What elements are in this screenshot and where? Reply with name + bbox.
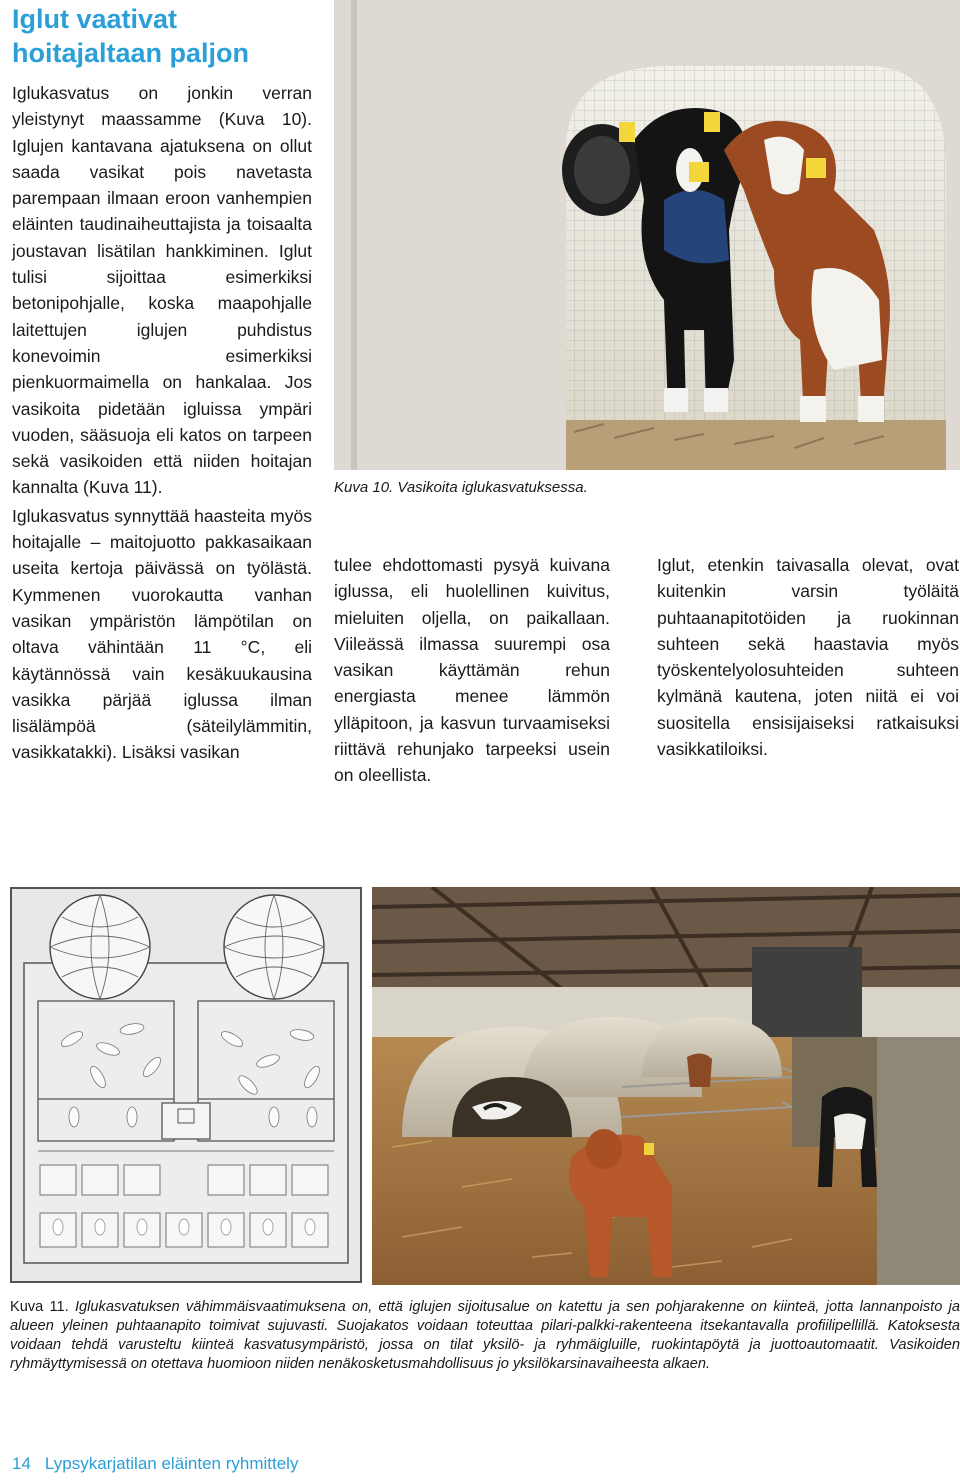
figure-10-photo	[334, 0, 960, 470]
floor-plan-drawing	[12, 889, 360, 1281]
text-column-2	[334, 552, 610, 789]
heading-line-1: Iglut vaativat	[12, 4, 178, 34]
igloo-floor-plan-diagram	[10, 887, 362, 1283]
text-column-1	[12, 80, 312, 766]
heading-line-2: hoitajaltaan paljon	[12, 38, 250, 68]
calves-in-igloo-illustration	[334, 0, 960, 470]
shelter-with-igloos-illustration	[372, 887, 960, 1285]
figure-11-caption-lead: Kuva 11.	[10, 1299, 69, 1315]
column-2-paragraph-1: tulee ehdottomasti pysyä kuivana iglussa, eli huolellinen kuivitus, mieluiten oljella, on paikallaan. Viileässä ilmassa suurempi osa vasikan käyttämän rehun energiasta menee lämmön ylläpitoon, ja kasvun turvaamiseksi riittävä rehunjako tarpeeksi usein on oleellista.	[334, 555, 610, 786]
page-footer	[12, 1454, 298, 1474]
column-1-paragraph-2: Iglukasvatus synnyttää haasteita myös hoitajalle – maitojuotto pakkasaikaan useita kertoja päivässä on työlästä. Kymmenen vuorokautta vanhan vasikan ympäristön lämpötilan on oltava vähintään 11 °C, eli käytännössä vain kesäkuukausina vasikka pärjää iglussa ilman lisälämpöä (säteilylämmitin, vasikkatakki). Lisäksi vasikan	[12, 505, 312, 763]
page-number: 14	[12, 1454, 31, 1473]
figure-11-caption	[10, 1298, 960, 1374]
column-3-paragraph-1: Iglut, etenkin taivasalla olevat, ovat kuitenkin varsin työläitä puhtaanapitotöiden ja ruokinnan suhteen sekä haastavia myös työskentelyolosuhteiden suhteen kylmänä kautena, joten niitä ei voi suositella ensisijaiseksi ratkaisuksi vasikkatiloiksi.	[657, 555, 959, 760]
figure-11-photo	[372, 887, 960, 1285]
page-heading	[12, 2, 332, 70]
column-1-paragraph-1: Iglukasvatus on jonkin verran yleistynyt maassamme (Kuva 10). Iglujen kantavana ajatuksena on ollut saada vasikat pois navetasta parempaan ilmaan eroon vanhempien eläinten taudinaiheuttajista ja toisaalta joustavan lisätilan hankkiminen. Iglut tulisi sijoittaa esimerkiksi betonipohjalle, koska maapohjalle laitettujen iglujen puhdistus konevoimin esimerkiksi pienkuormaimella on hankalaa. Jos vasikoita pidetään igluissa ympäri vuoden, sääsuoja eli katos on tarpeen sekä vasikoiden että niiden hoitajan kannalta (Kuva 11).	[12, 83, 312, 498]
figure-10-caption: Kuva 10. Vasikoita iglukasvatuksessa.	[334, 479, 588, 496]
text-column-3	[657, 552, 959, 762]
footer-title: Lypsykarjatilan eläinten ryhmittely	[44, 1454, 299, 1473]
figure-11-caption-text: Iglukasvatuksen vähimmäisvaatimuksena on, että iglujen sijoitusalue on katettu ja sen pohjarakenne on kiinteä, jotta lannanpoisto ja alueen yleinen puhtaanapito toimivat sujuvasti. Suojakatos voidaan toteuttaa pilari-palkki-rakenteena itsekantavalla profiilipellillä. Katoksesta voidaan tehdä varusteltu kiinteä kasvatusympäristö, jossa on tilat yksilö- ja ryhmäigluille, ruokintapöytä ja juottoautomaatit. Vasikoiden ryhmäyttymisessä on otettava huomioon niiden nenäkosketusmahdollisuus jo yksilökarsinavaiheesta alkaen.	[10, 1299, 960, 1372]
